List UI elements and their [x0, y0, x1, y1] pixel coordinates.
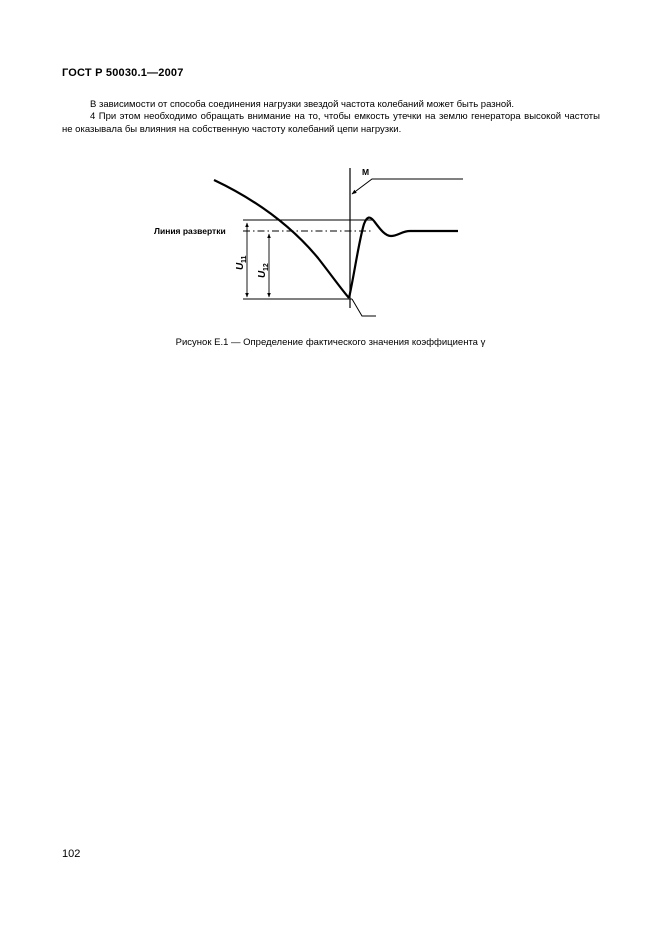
figure-caption-text: Рисунок Е.1 — Определение фактического значения коэффициента γ [175, 337, 486, 348]
svg-text:12: 12 [263, 263, 270, 271]
paragraph-1: В зависимости от способа соединения нагрузки звездой частота колебаний может быть разной. [90, 99, 515, 110]
svg-text:U: U [257, 270, 268, 278]
oscillation-curve [349, 218, 458, 298]
m-label: M [362, 167, 370, 177]
svg-text:11: 11 [241, 255, 248, 263]
m-indicator [352, 179, 463, 194]
figure-caption [0, 337, 661, 348]
svg-text:U: U [235, 262, 246, 270]
u12-label [257, 263, 270, 278]
page-number: 102 [62, 848, 81, 860]
u11-label [235, 255, 248, 270]
document-header: ГОСТ Р 50030.1—2007 [62, 67, 184, 79]
descending-curve [214, 180, 349, 298]
scan-line-label: Линия развертки [154, 226, 226, 236]
paragraph-2: 4 При этом необходимо обращать внимание на то, чтобы емкость утечки на землю генератора высокой частоты не оказывала бы влияния на собственную частоту колебаний цепи нагрузки. [62, 111, 600, 135]
bottom-leader [352, 299, 376, 316]
